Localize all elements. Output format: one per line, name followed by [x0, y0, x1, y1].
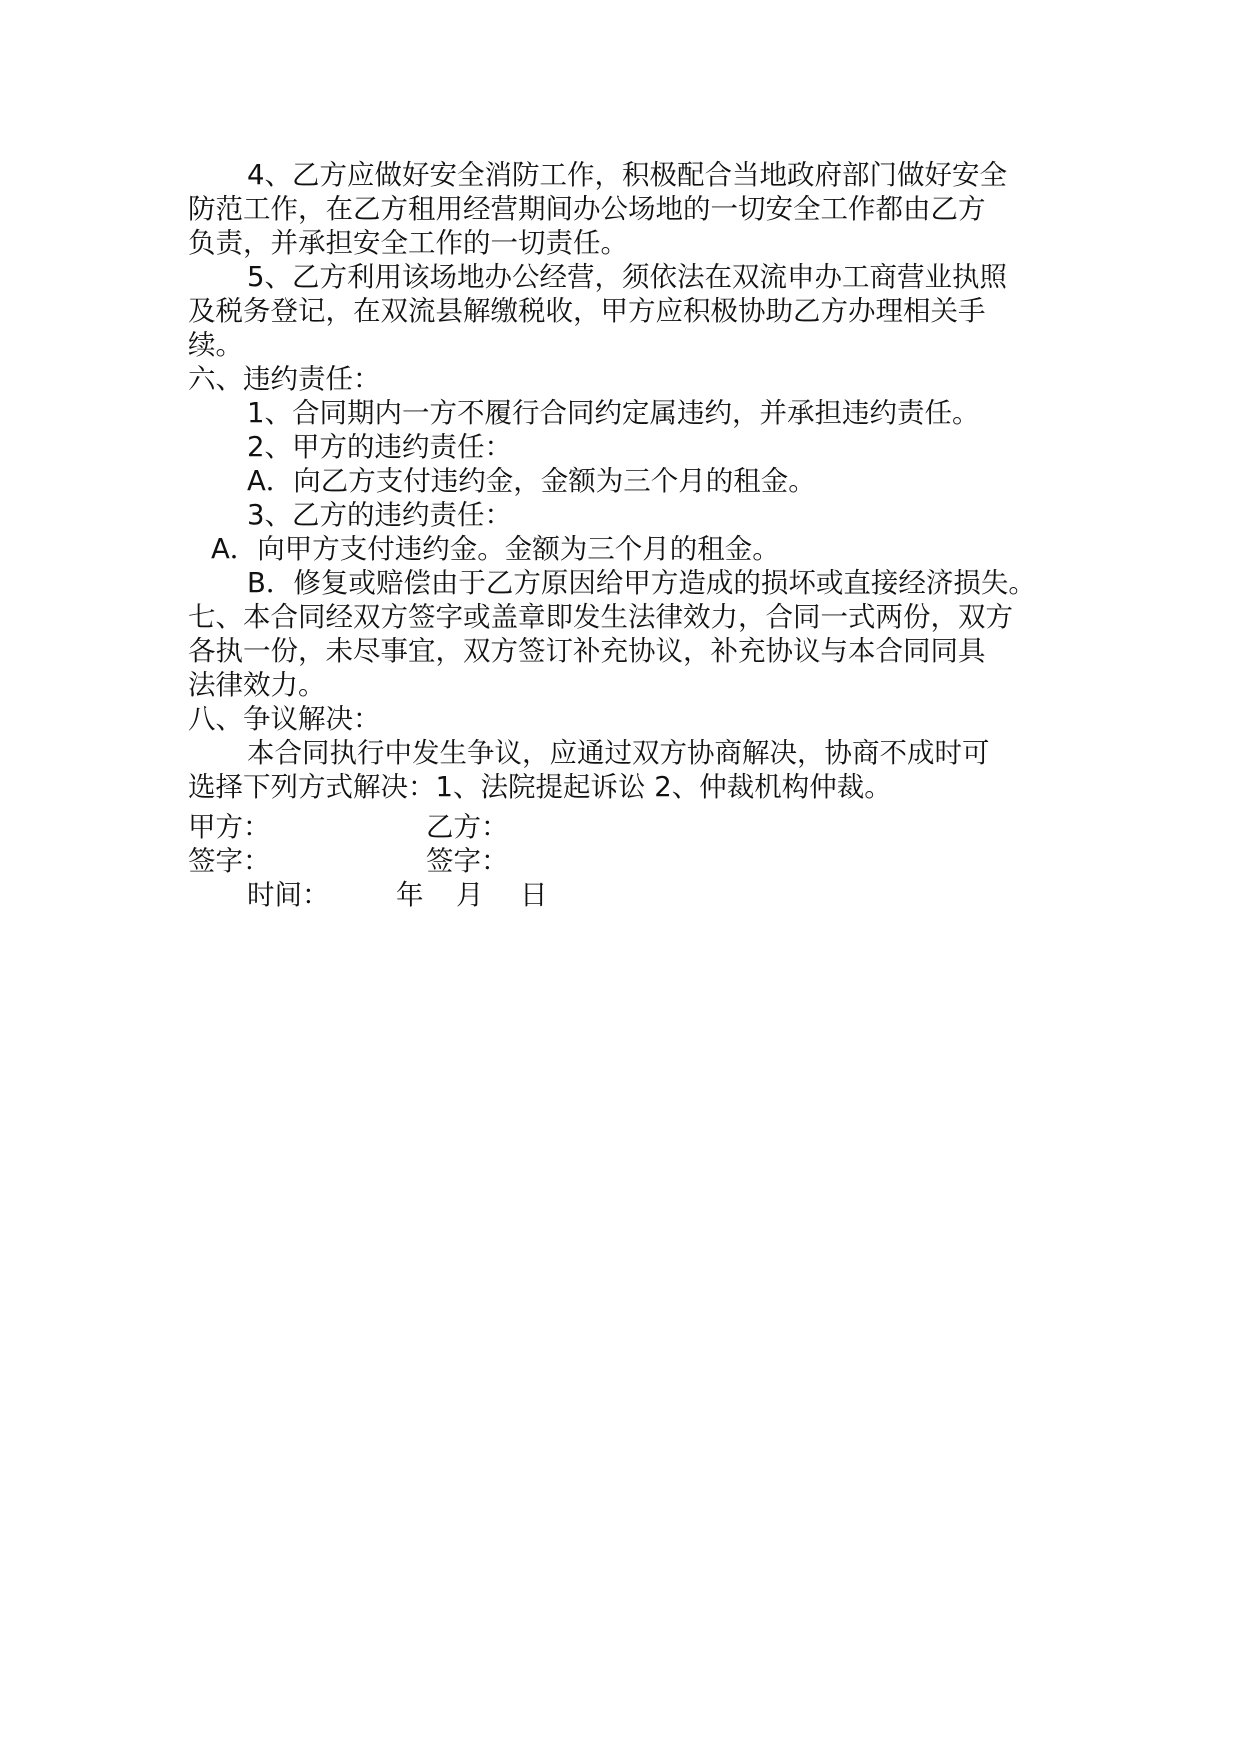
paragraph-line: A．向乙方支付违约金，金额为三个月的租金。: [247, 465, 816, 497]
signature-block: [188, 810, 888, 912]
contract-body: [188, 158, 1068, 804]
paragraph-line: 及税务登记，在双流县解缴税收，甲方应积极协助乙方办理相关手: [188, 295, 986, 327]
section-heading-dispute: 八、争议解决：: [188, 703, 381, 735]
year-label: 年: [396, 879, 424, 911]
day-label: 日: [520, 879, 548, 911]
paragraph-line: 续。: [188, 329, 243, 361]
paragraph-line: 本合同执行中发生争议，应通过双方协商解决，协商不成时可: [247, 737, 990, 769]
party-row: [188, 810, 888, 844]
date-row: [188, 878, 888, 912]
party-b-label: 乙方：: [426, 811, 509, 843]
paragraph-line: 5、乙方利用该场地办公经营，须依法在双流申办工商营业执照: [247, 261, 1007, 293]
paragraph-line: 2、甲方的违约责任：: [247, 431, 512, 463]
month-label: 月: [456, 879, 484, 911]
section-heading-breach: 六、违约责任：: [188, 363, 381, 395]
paragraph-line: A．向甲方支付违约金。金额为三个月的租金。: [211, 533, 780, 565]
paragraph-line: 1、合同期内一方不履行合同约定属违约，并承担违约责任。: [247, 397, 980, 429]
sign-b-label: 签字：: [426, 845, 509, 877]
paragraph-line: 防范工作，在乙方租用经营期间办公场地的一切安全工作都由乙方: [188, 193, 986, 225]
paragraph-line: 3、乙方的违约责任：: [247, 499, 512, 531]
paragraph-line: B．修复或赔偿由于乙方原因给甲方造成的损坏或直接经济损失。: [247, 567, 1036, 599]
section-heading-effect: 七、本合同经双方签字或盖章即发生法律效力，合同一式两份，双方: [188, 601, 1013, 633]
paragraph-line: 负责，并承担安全工作的一切责任。: [188, 227, 628, 259]
paragraph-line: 各执一份，未尽事宜，双方签订补充协议，补充协议与本合同同具: [188, 635, 986, 667]
time-label: 时间：: [247, 879, 330, 911]
paragraph-line: 法律效力。: [188, 669, 326, 701]
paragraph-line: 选择下列方式解决：1、法院提起诉讼 2、仲裁机构仲裁。: [188, 771, 892, 803]
party-a-label: 甲方：: [188, 811, 271, 843]
sign-a-label: 签字：: [188, 845, 271, 877]
signature-row: [188, 844, 888, 878]
paragraph-line: 4、乙方应做好安全消防工作，积极配合当地政府部门做好安全: [247, 159, 1007, 191]
